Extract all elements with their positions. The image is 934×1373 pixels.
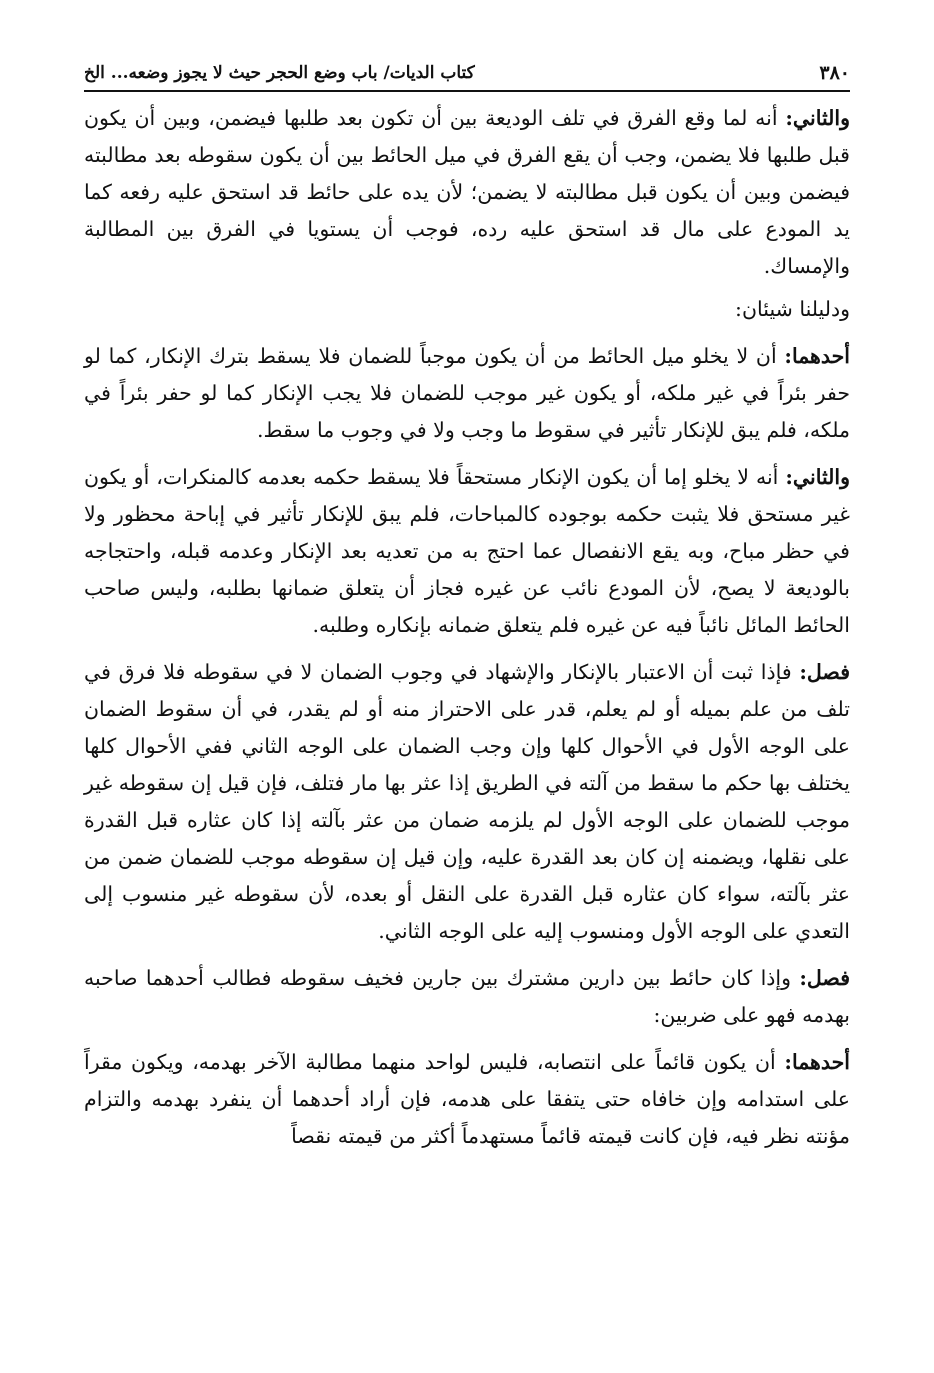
paragraph-2 xyxy=(84,291,850,328)
paragraph-lead: فصل: xyxy=(799,660,850,684)
book-page xyxy=(84,62,850,1161)
paragraph-text: وإذا كان حائط بين دارين مشترك بين جارين فخيف سقوطه فطالب أحدهما صاحبه بهدمه فهو على ضربين: xyxy=(84,966,850,1027)
paragraph-lead: أحدهما: xyxy=(784,344,850,368)
paragraph-4 xyxy=(84,459,850,644)
paragraph-text: فإذا ثبت أن الاعتبار بالإنكار والإشهاد في وجوب الضمان لا في سقوطه فلا فرق في تلف من علم بميله أو لم يعلم، قدر على الاحتراز منه أو لم يقدر، في أن سقوط الضمان على الوجه الأول في الأحوال كلها وإن وجب الضمان على الوجه الثاني ففي الأحوال كلها يختلف بها حكم ما سقط من آلته في الطريق إذا عثر بها مار فتلف، فإن قيل إن سقوطه غير موجب للضمان على الوجه الأول لم يلزمه ضمان من عثر بآلته إذا كان عثاره قبل القدرة على نقلها، ويضمنه إن كان بعد القدرة عليه، وإن قيل إن سقوطه موجب للضمان ضمن من عثر بآلته، سواء كان عثاره قبل القدرة على النقل أو بعده، لأن سقوطه غير منسوب إلى التعدي على الوجه الأول ومنسوب إليه على الوجه الثاني. xyxy=(84,660,850,943)
paragraph-lead: فصل: xyxy=(799,966,850,990)
paragraph-text: أن لا يخلو ميل الحائط من أن يكون موجباً للضمان فلا يسقط بترك الإنكار، كما لو حفر بئراً في غير ملكه، أو يكون غير موجب للضمان فلا يجب الإنكار كما لو حفر بئراً في ملكه، فلم يبق للإنكار تأثير في سقوط ما وجب ولا في وجوب ما سقط. xyxy=(84,344,850,442)
paragraph-lead: أحدهما: xyxy=(784,1050,850,1074)
paragraph-1 xyxy=(84,100,850,285)
paragraph-3 xyxy=(84,338,850,449)
section-title: كتاب الديات/ باب وضع الحجر حيث لا يجوز وضعه... الخ xyxy=(84,63,475,83)
running-header xyxy=(84,62,850,92)
paragraph-6 xyxy=(84,960,850,1034)
paragraph-text: ودليلنا شيئان: xyxy=(735,297,850,321)
paragraph-text: أن يكون قائماً على انتصابه، فليس لواحد منهما مطالبة الآخر بهدمه، ويكون مقراً على استدامه وإن خافاه حتى يتفقا على هدمه، فإن أراد أحدهما أن ينفرد بهدمه والتزام مؤنته نظر فيه، فإن كانت قيمته قائماً مستهدماً أكثر من قيمته نقصاً xyxy=(84,1050,850,1148)
paragraph-5 xyxy=(84,654,850,950)
paragraph-lead: والثاني: xyxy=(785,106,850,130)
paragraph-text: أنه لما وقع الفرق في تلف الوديعة بين أن تكون بعد طلبها فيضمن، وبين أن يكون قبل طلبها فلا يضمن، وجب أن يقع الفرق في ميل الحائط بين أن يكون سقوطه بعد مطالبته فيضمن وبين أن يكون قبل مطالبته لا يضمن؛ لأن يده على حائط قد استحق عليه رفعه كما يد المودع على مال قد استحق عليه رده، فوجب أن يستويا في الفرق بين المطالبة والإمساك. xyxy=(84,106,850,278)
paragraph-7 xyxy=(84,1044,850,1155)
page-number: ٣٨٠ xyxy=(819,62,850,84)
paragraph-text: أنه لا يخلو إما أن يكون الإنكار مستحقاً فلا يسقط حكمه بعدمه كالمنكرات، أو يكون غير مستحق فلا يثبت حكمه بوجوده كالمباحات، فلم يبق للإنكار تأثير في إباحة محظور ولا في حظر مباح، وبه يقع الانفصال عما احتج به من تعديه بعد الإنكار وعدمه قبله، واحتجاجه بالوديعة لا يصح، لأن المودع نائب عن غيره فجاز أن يتعلق ضمانها بطلبه، وليس صاحب الحائط المائل نائباً فيه عن غيره فلم يتعلق ضمانه بإنكاره وطلبه. xyxy=(84,465,850,637)
paragraph-lead: والثاني: xyxy=(785,465,850,489)
